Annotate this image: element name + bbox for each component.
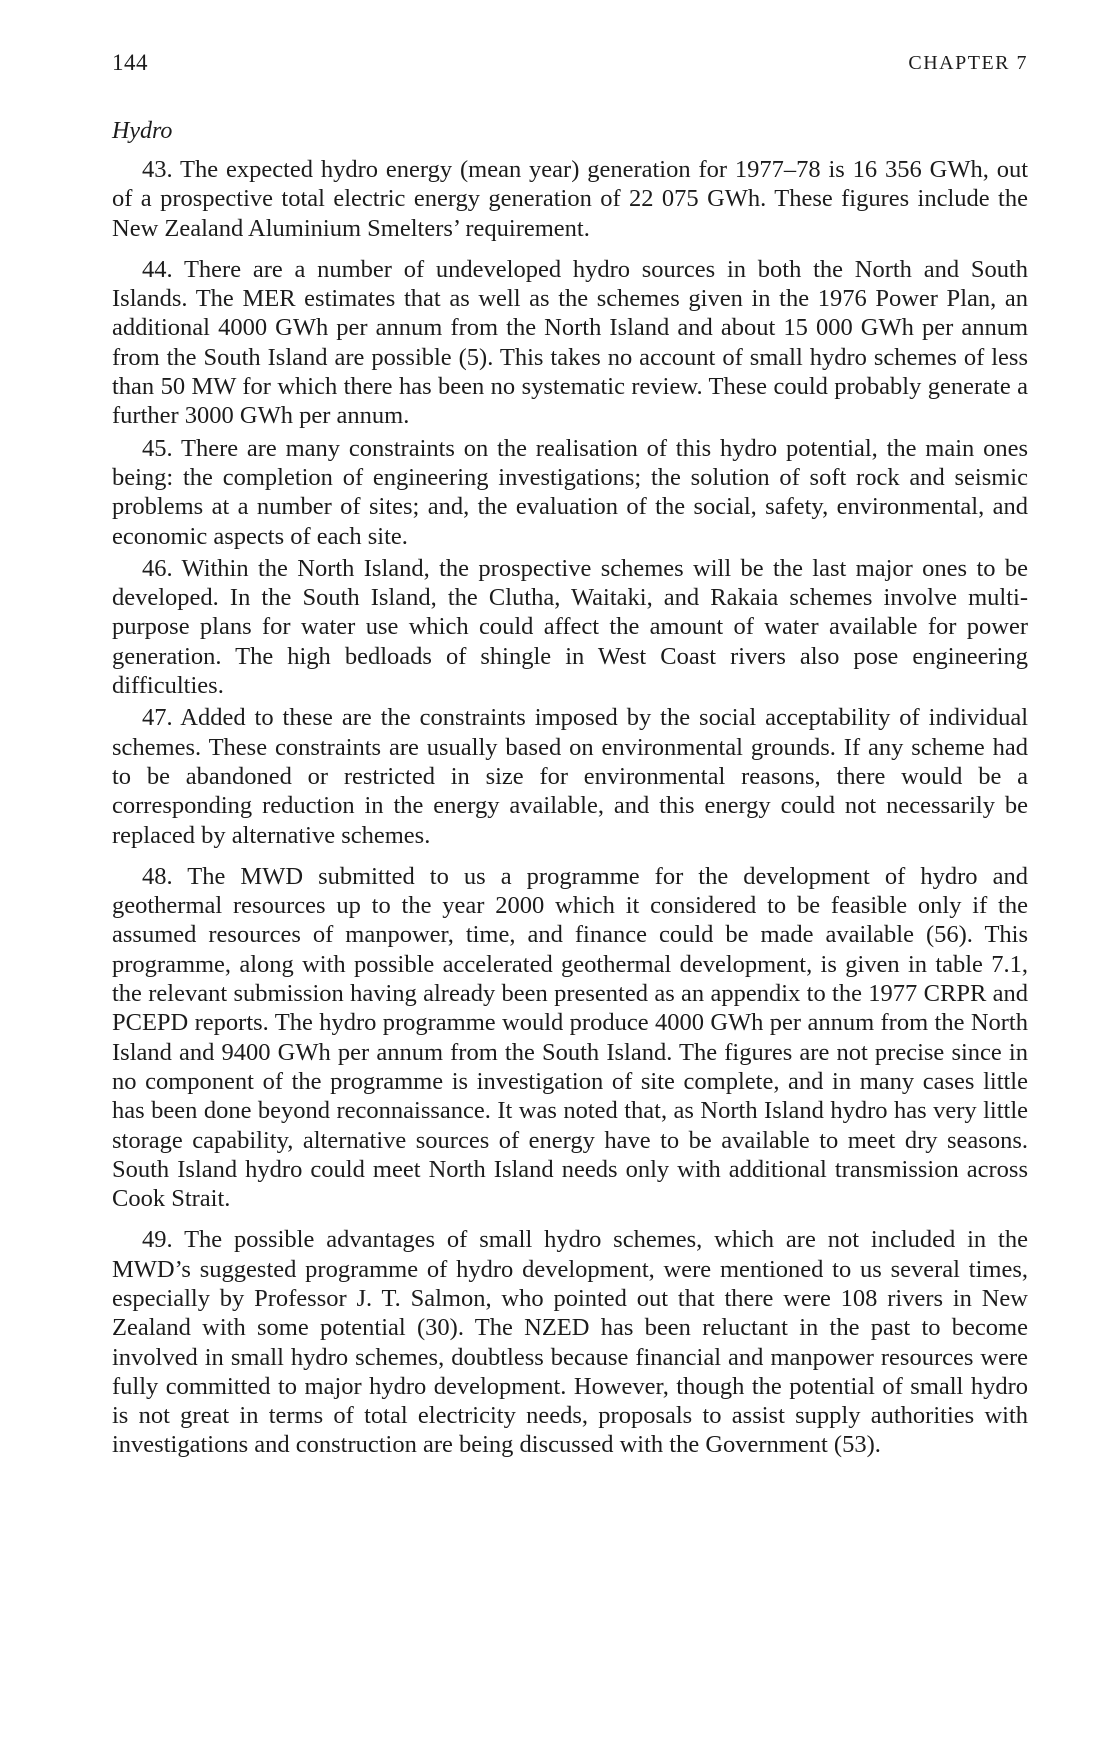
section-heading: Hydro — [112, 118, 173, 144]
paragraph-number: 44. — [142, 255, 173, 283]
paragraph-47 — [112, 703, 1028, 849]
paragraph-number: 45. — [142, 434, 173, 462]
paragraph-text: The expected hydro energy (mean year) generation for 1977–78 is 16 356 GWh, out of a prospective total electric energy generation of 22 075 GWh. These figures include the New Zealand Aluminium Smelters’ requirement. — [112, 156, 1028, 242]
page-number: 144 — [112, 50, 148, 75]
paragraph-number: 48. — [142, 862, 173, 890]
body-text — [112, 155, 1028, 1463]
paragraph-46 — [112, 554, 1028, 700]
paragraph-49 — [112, 1225, 1028, 1459]
paragraph-text: There are a number of undeveloped hydro sources in both the North and South Islands. The MER estimates that as well as the schemes given in the 1976 Power Plan, an additional 4000 GWh per annum from the North Island and about 15 000 GWh per annum from the South Island are possible (5). This takes no account of small hydro schemes of less than 50 MW for which there has been no systematic review. These could probably generate a further 3000 GWh per annum. — [112, 255, 1029, 430]
paragraph-text: The MWD submitted to us a programme for the development of hydro and geothermal resources up to the year 2000 which it considered to be feasible only if the assumed resources of manpower, time, and finance could be made available (56). This programme, along with possible accelerated geothermal development, is given in table 7.1, the relevant submission having already been presented as an appendix to the 1977 CRPR and PCEPD reports. The hydro programme would produce 4000 GWh per annum from the North Island and 9400 GWh per annum from the South Island. The figures are not precise since in no component of the programme is investigation of site complete, and in many cases little has been done beyond reconnaissance. It was noted that, as North Island hydro has very little storage capability, alternative sources of energy have to be available to meet dry seasons. South Island hydro could meet North Island needs only with additional transmission across Cook Strait. — [112, 862, 1028, 1213]
paragraph-number: 43. — [142, 156, 173, 183]
paragraph-48 — [112, 862, 1028, 1214]
running-head — [112, 50, 1028, 86]
paragraph-text: There are many constraints on the realisation of this hydro potential, the main ones being: the completion of engineering investigations; the solution of soft rock and seismic problems at a number of sites; and, the evaluation of the social, safety, environmental, and economic aspects of each site. — [112, 434, 1028, 550]
paragraph-text: Within the North Island, the prospective schemes will be the last major ones to be developed. In the South Island, the Clutha, Waitaki, and Rakaia schemes involve multi-purpose plans for water use which could affect the amount of water available for power generation. The high bedloads of shingle in West Coast rivers also pose engineering difficulties. — [112, 554, 1028, 700]
paragraph-number: 46. — [142, 554, 173, 582]
paragraph-text: Added to these are the constraints imposed by the social acceptability of individual schemes. These constraints are usually based on environmental grounds. If any scheme had to be abandoned or restricted in size for environmental reasons, there would be a corresponding reduction in the energy available, and this energy could not necessarily be replaced by alternative schemes. — [112, 704, 1029, 849]
chapter-label: CHAPTER 7 — [908, 52, 1028, 74]
paragraph-text: The possible advantages of small hydro schemes, which are not included in the MWD’s suggested programme of hydro development, were mentioned to us several times, especially by Professor J. T. Salmon, who pointed out that there were 108 rivers in New Zealand with some potential (30). The NZED has been reluctant in the past to become involved in small hydro schemes, doubtless because financial and manpower resources were fully committed to major hydro development. However, though the potential of small hydro is not great in terms of total electricity needs, proposals to assist supply authorities with investigations and construction are being discussed with the Government (53). — [112, 1226, 1028, 1459]
paragraph-43 — [112, 155, 1028, 243]
paragraph-number: 49. — [142, 1226, 173, 1254]
paragraph-44 — [112, 255, 1028, 431]
paragraph-45 — [112, 434, 1028, 551]
paragraph-number: 47. — [142, 704, 173, 732]
